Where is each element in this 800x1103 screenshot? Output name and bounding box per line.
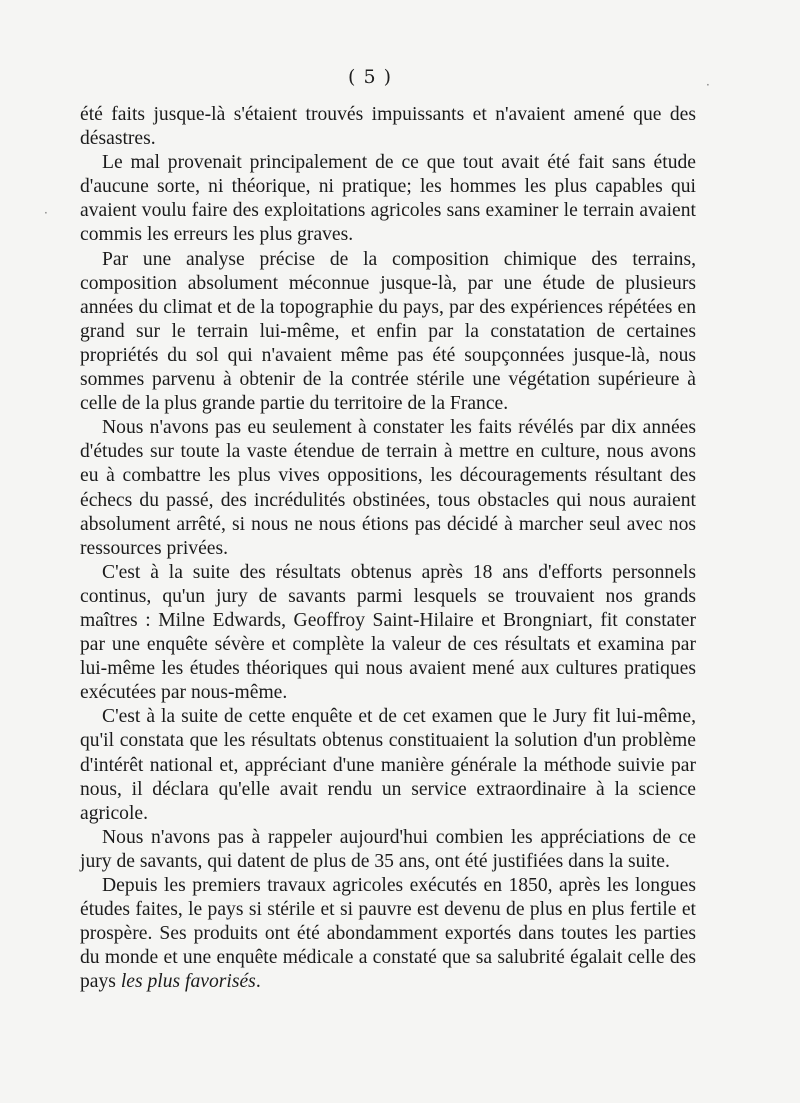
paragraph-5: C'est à la suite des résultats obtenus après 18 ans d'efforts personnels continus, qu'un jury de savants parmi lesquels se trouvaient nos grands maîtres : Milne Edwards, Geoffroy Saint-Hilaire et Brongniart, fit constater par une enquête sévère et complète la valeur de ces résultats et examina par lui-même les études théoriques qui nous avaient mené aux cultures pratiques exécutées par nous-même.: [80, 561, 696, 704]
body-text: [80, 103, 696, 994]
paragraph-4: Nous n'avons pas eu seulement à constater les faits révélés par dix années d'études sur toute la vaste étendue de terrain à mettre en culture, nous avons eu à combattre les plus vives oppositions, les découragements résultant des échecs du passé, des incrédulités obstinées, tous obstacles qui nous auraient absolument arrêté, si nous ne nous étions pas décidé à marcher seul avec nos ressources privées.: [80, 417, 696, 559]
margin-dot: ·: [44, 206, 48, 220]
paragraph-7: Nous n'avons pas à rappeler aujourd'hui combien les appréciations de ce jury de savants, qui datent de plus de 35 ans, ont été justifiées dans la suite.: [80, 826, 696, 872]
paragraph-8-italic-phrase: les plus favorisés: [120, 971, 256, 993]
margin-dot: ·: [706, 78, 710, 92]
paragraph-8-text: Depuis les premiers travaux agricoles exécutés en 1850, après les longues études faites, le pays si stérile et si pauvre est devenu de plus en plus fertile et prospère. Ses produits ont été abondamment exportés dans toutes les parties du monde et une enquête médicale a constaté que sa salubrité égalait celle des pays: [80, 875, 696, 993]
page-number: ( 5 ): [348, 66, 392, 88]
paragraph-6: C'est à la suite de cette enquête et de cet examen que le Jury fit lui-même, qu'il constata que les résultats obtenus constituaient la solution d'un problème d'intérêt national et, appréciant d'une manière générale la méthode suivie par nous, il déclara qu'elle avait rendu un service extraordinaire à la science agricole.: [80, 706, 696, 824]
paragraph-8-tail: .: [255, 971, 261, 993]
paragraph-3: Par une analyse précise de la composition chimique des terrains, composition absolument méconnue jusque-là, par une étude de plusieurs années du climat et de la topographie du pays, par des expériences répétées en grand sur le terrain lui-même, et enfin par la constatation de certaines propriétés du sol qui n'avaient même pas été soupçonnées jusque-là, nous sommes parvenu à obtenir de la contrée stérile une végétation supérieure à celle de la plus grande partie du territoire de la France.: [80, 248, 696, 415]
paragraph-1: été faits jusque-là s'étaient trouvés impuissants et n'avaient amené que des désastres.: [80, 104, 696, 150]
paragraph-8: [80, 874, 696, 994]
paragraph-2: Le mal provenait principalement de ce que tout avait été fait sans étude d'aucune sorte, ni théorique, ni pratique; les hommes les plus capables qui avaient voulu faire des exploitations agricoles sans examiner le terrain avaient commis les erreurs les plus graves.: [80, 152, 696, 246]
